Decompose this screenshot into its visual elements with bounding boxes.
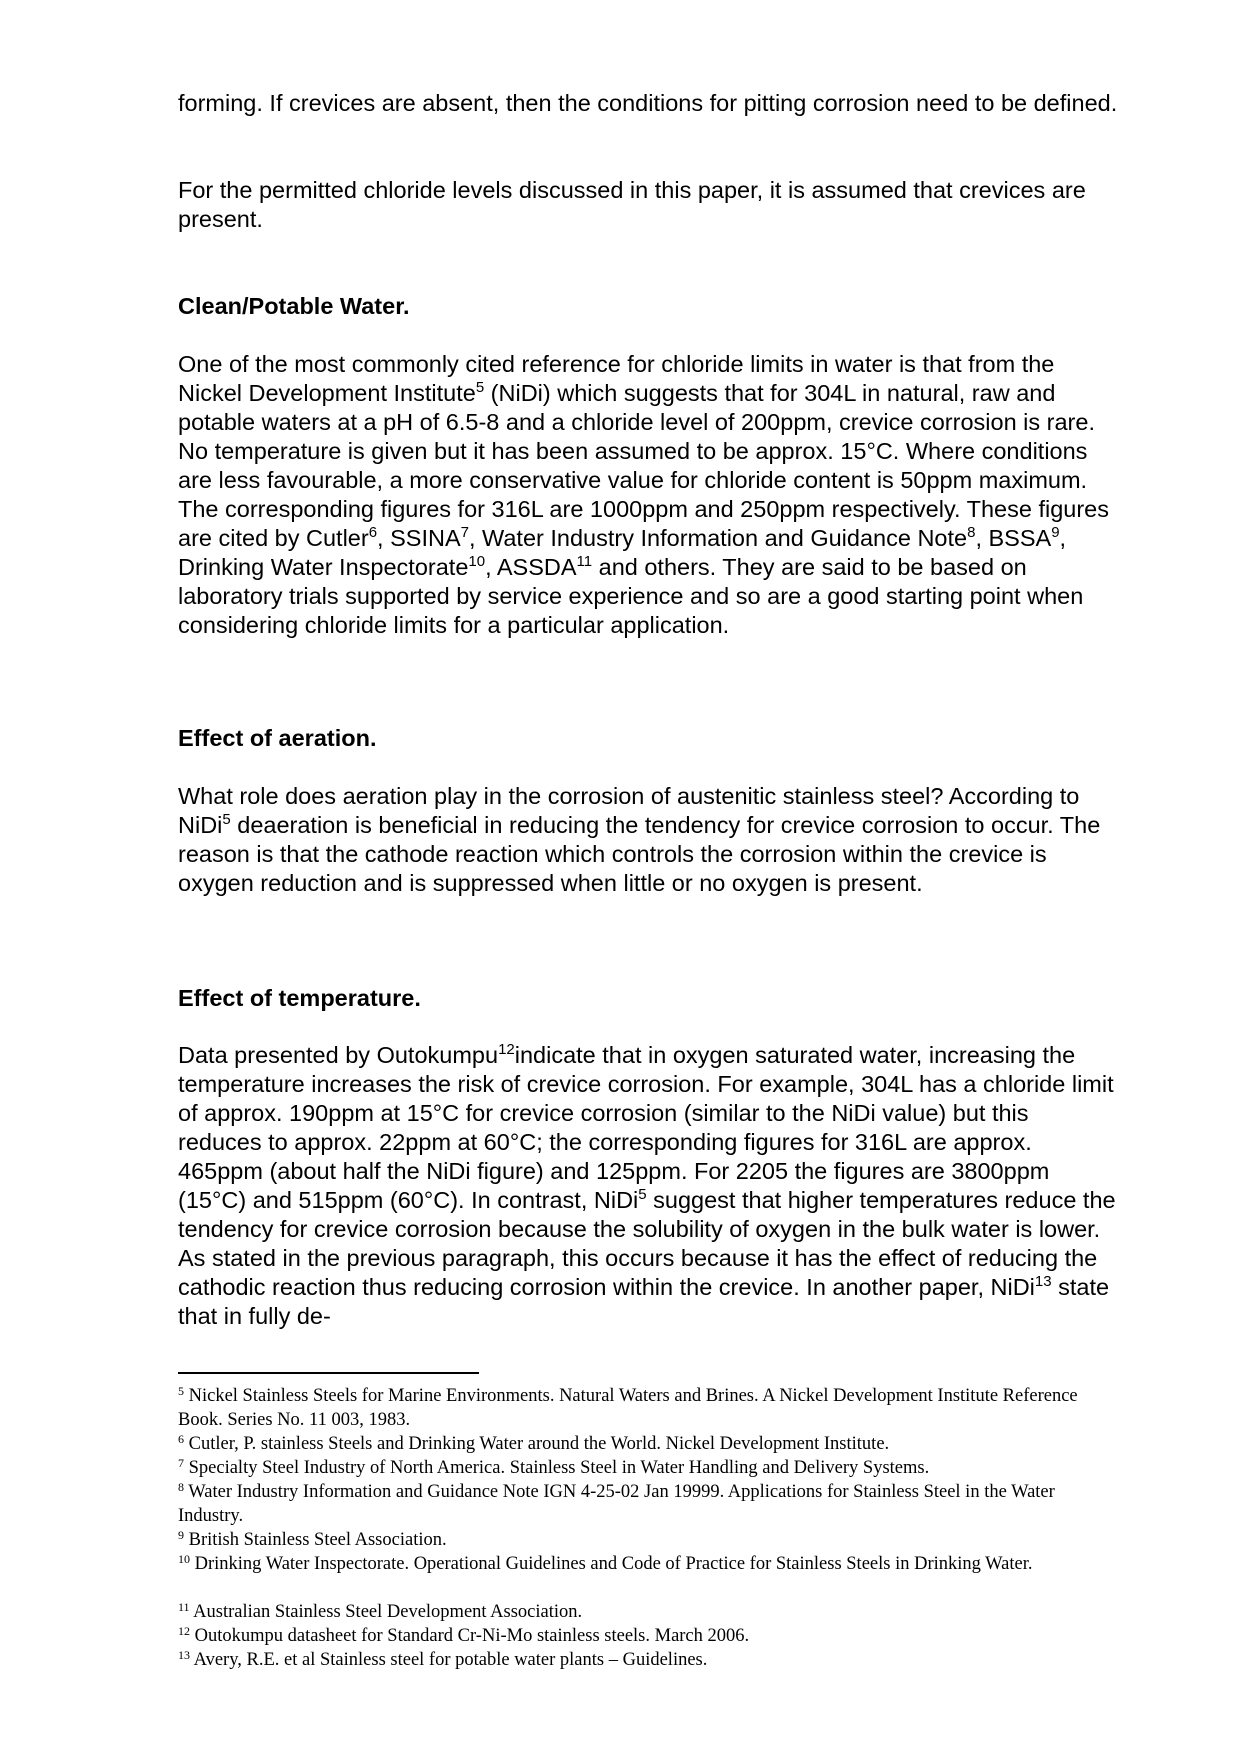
temperature-heading: Effect of temperature. <box>178 985 421 1011</box>
temperature-paragraph: Data presented by Outokumpu$^{12}$indicate that in oxygen saturated water, increasing the temperature increases the risk of crevice corrosion. For example, 304L has a chloride limit of approx. 190ppm at 15°C for crevice corrosion (similar to the NiDi value) but this reduces to approx. 22ppm at 60°C; the corresponding figures for 316L are approx. 465ppm (about half the NiDi figure) and 125ppm. For 2205 the figures are 3800ppm (15°C) and 515ppm (60°C). In contrast, NiDi$^5$ suggest that higher temperatures reduce the tendency for crevice corrosion because the solubility of oxygen in the bulk water is lower. As stated in the previous paragraph, this occurs because it has the effect of reducing the cathodic reaction thus reducing corrosion within the crevice. In another paper, NiDi$^{13}$ state that in fully de- <box>178 1041 1116 1329</box>
footnote-7: $^7$ Specialty Steel Industry of North America. Stainless Steel in Water Handling and Delivery Systems. <box>178 1456 930 1478</box>
footnote-ref: 7 <box>460 524 469 541</box>
intro-paragraph-1: forming. If crevices are absent, then the conditions for pitting corrosion need to be defined. <box>178 90 1118 116</box>
footnote-12: $^{12}$ Outokumpu datasheet for Standard Cr-Ni-Mo stainless steels. March 2006. <box>178 1624 750 1646</box>
footnote-ref: 6 <box>368 524 378 541</box>
footnote-ref: 11 <box>576 553 593 570</box>
footnote-ref: 5 <box>638 1186 647 1203</box>
footnote-ref: 9 <box>1051 524 1060 541</box>
footnote-5: $^5$ Nickel Stainless Steels for Marine Environments. Natural Waters and Brines. A Nickel Development Institute Reference Book. Series No. 11 003, 1983. <box>178 1384 1078 1430</box>
footnote-11: $^{11}$ Australian Stainless Steel Development Association. <box>178 1600 583 1622</box>
aeration-paragraph: What role does aeration play in the corrosion of austenitic stainless steel? According to NiDi$^5$ deaeration is beneficial in reducing the tendency for crevice corrosion to occur. The reason is that the cathode reaction which controls the corrosion within the crevice is oxygen reduction and is suppressed when little or no oxygen is present. <box>178 783 1101 896</box>
clean-water-paragraph: One of the most commonly cited reference for chloride limits in water is that from the Nickel Development Institute$^5$ (NiDi) which suggests that for 304L in natural, raw and potable waters at a pH of 6.5-8 and a chloride level of 200ppm, crevice corrosion is rare. No temperature is given but it has been assumed to be approx. 15°C. Where conditions are less favourable, a more conservative value for chloride content is 50ppm maximum. The corresponding figures for 316L are 1000ppm and 250ppm respectively. These figures are cited by Cutler$^6$, SSINA$^7$, Water Industry Information and Guidance Note$^8$, BSSA$^9$, Drinking Water Inspectorate$^{10}$, ASSDA$^{11}$ and others. They are said to be based on laboratory trials supported by service experience and so are a good starting point when considering chloride limits for a particular application. <box>178 351 1109 638</box>
footnote-8: $^8$ Water Industry Information and Guidance Note IGN 4-25-02 Jan 19999. Applications for Stainless Steel in the Water Industry. <box>178 1480 1055 1526</box>
aeration-heading: Effect of aeration. <box>178 725 377 751</box>
footnote-10: $^{10}$ Drinking Water Inspectorate. Operational Guidelines and Code of Practice for Stainless Steels in Drinking Water. <box>178 1552 1033 1574</box>
clean-water-heading: Clean/Potable Water. <box>178 293 410 319</box>
footnote-ref: 10 <box>468 553 486 570</box>
footnote-separator <box>178 1372 479 1374</box>
footnote-9: $^9$ British Stainless Steel Association. <box>178 1528 447 1550</box>
footnote-ref: 5 <box>222 811 231 828</box>
footnote-ref: 13 <box>1034 1273 1052 1290</box>
footnote-ref: 8 <box>967 524 976 541</box>
footnote-ref: 12 <box>498 1041 515 1058</box>
footnote-6: $^6$ Cutler, P. stainless Steels and Drinking Water around the World. Nickel Development Institute. <box>178 1432 890 1454</box>
footnote-ref: 5 <box>475 379 485 396</box>
footnote-13: $^{13}$ Avery, R.E. et al Stainless steel for potable water plants – Guidelines. <box>178 1648 708 1670</box>
intro-paragraph-2: For the permitted chloride levels discussed in this paper, it is assumed that crevices are present. <box>178 177 1086 232</box>
